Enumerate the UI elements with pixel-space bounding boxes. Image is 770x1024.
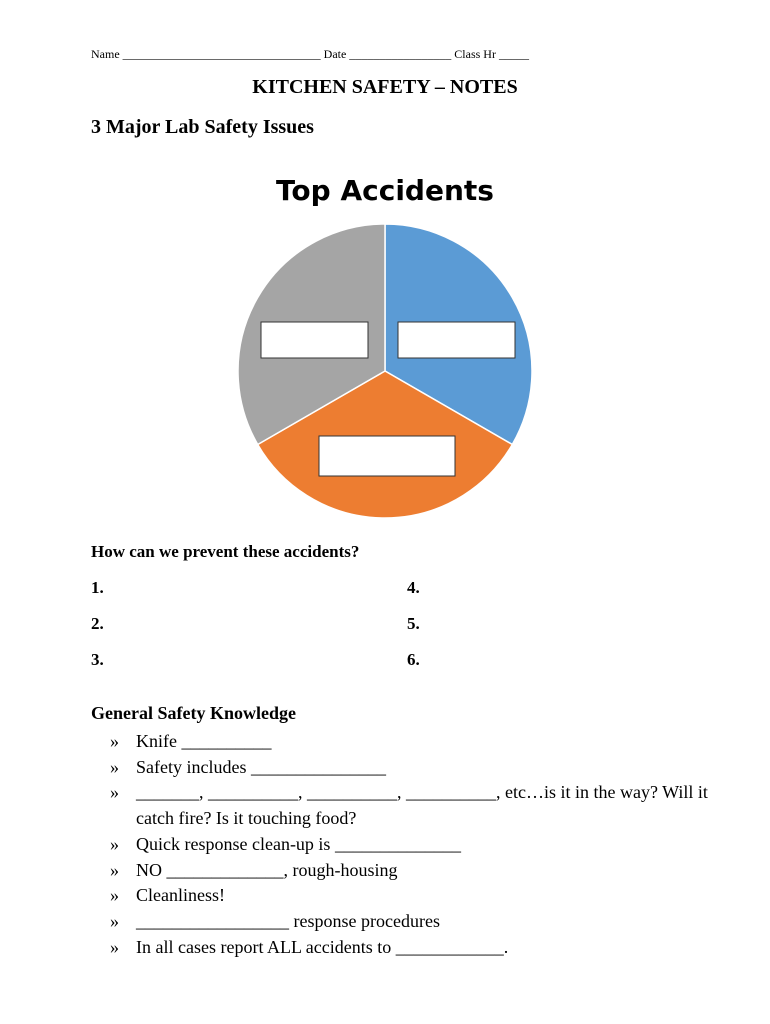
section-subtitle: 3 Major Lab Safety Issues <box>91 116 314 138</box>
prevention-item-1: 1. <box>91 578 104 597</box>
list-item: » Cleanliness! <box>110 883 710 909</box>
bullet-icon: » <box>110 782 119 803</box>
bullet-icon: » <box>110 833 119 854</box>
prevention-item-5: 5. <box>407 614 420 633</box>
pie-chart <box>200 160 570 540</box>
list-item: » Safety includes _______________ <box>110 755 710 781</box>
name-date-class-line: Name _________________________________ Date _________________ Class Hr _____ <box>91 47 529 61</box>
list-item: » In all cases report ALL accidents to ____________. <box>110 935 710 961</box>
pie-chart-svg <box>200 160 570 540</box>
list-item: » Quick response clean-up is ______________ <box>110 832 710 858</box>
prevention-item-2: 2. <box>91 614 104 633</box>
list-item: » _________________ response procedures <box>110 909 710 935</box>
bullet-icon: » <box>110 756 119 777</box>
blank-label-box-right <box>398 322 515 358</box>
bullet-icon: » <box>110 731 119 751</box>
list-item: » NO _____________, rough-housing <box>110 858 710 884</box>
blank-label-box-bottom <box>319 436 455 476</box>
prevention-item-3: 3. <box>91 650 104 669</box>
list-item: » _______, __________, __________, __________, etc…is it in the way? Will it catch fire? Is it touching food? <box>110 782 708 829</box>
list-item: » Knife __________ <box>110 729 710 755</box>
bullet-icon: » <box>110 885 119 906</box>
general-safety-title: General Safety Knowledge <box>91 703 296 723</box>
chart-title: Top Accidents <box>276 174 494 207</box>
prevention-item-6: 6. <box>407 650 420 669</box>
prevention-question: How can we prevent these accidents? <box>91 542 360 561</box>
bullet-icon: » <box>110 910 119 931</box>
bullet-icon: » <box>110 936 119 957</box>
general-safety-list <box>110 729 710 960</box>
prevention-item-4: 4. <box>407 578 420 597</box>
bullet-icon: » <box>110 859 119 880</box>
blank-label-box-left <box>261 322 368 358</box>
page-title: KITCHEN SAFETY – NOTES <box>252 76 518 98</box>
